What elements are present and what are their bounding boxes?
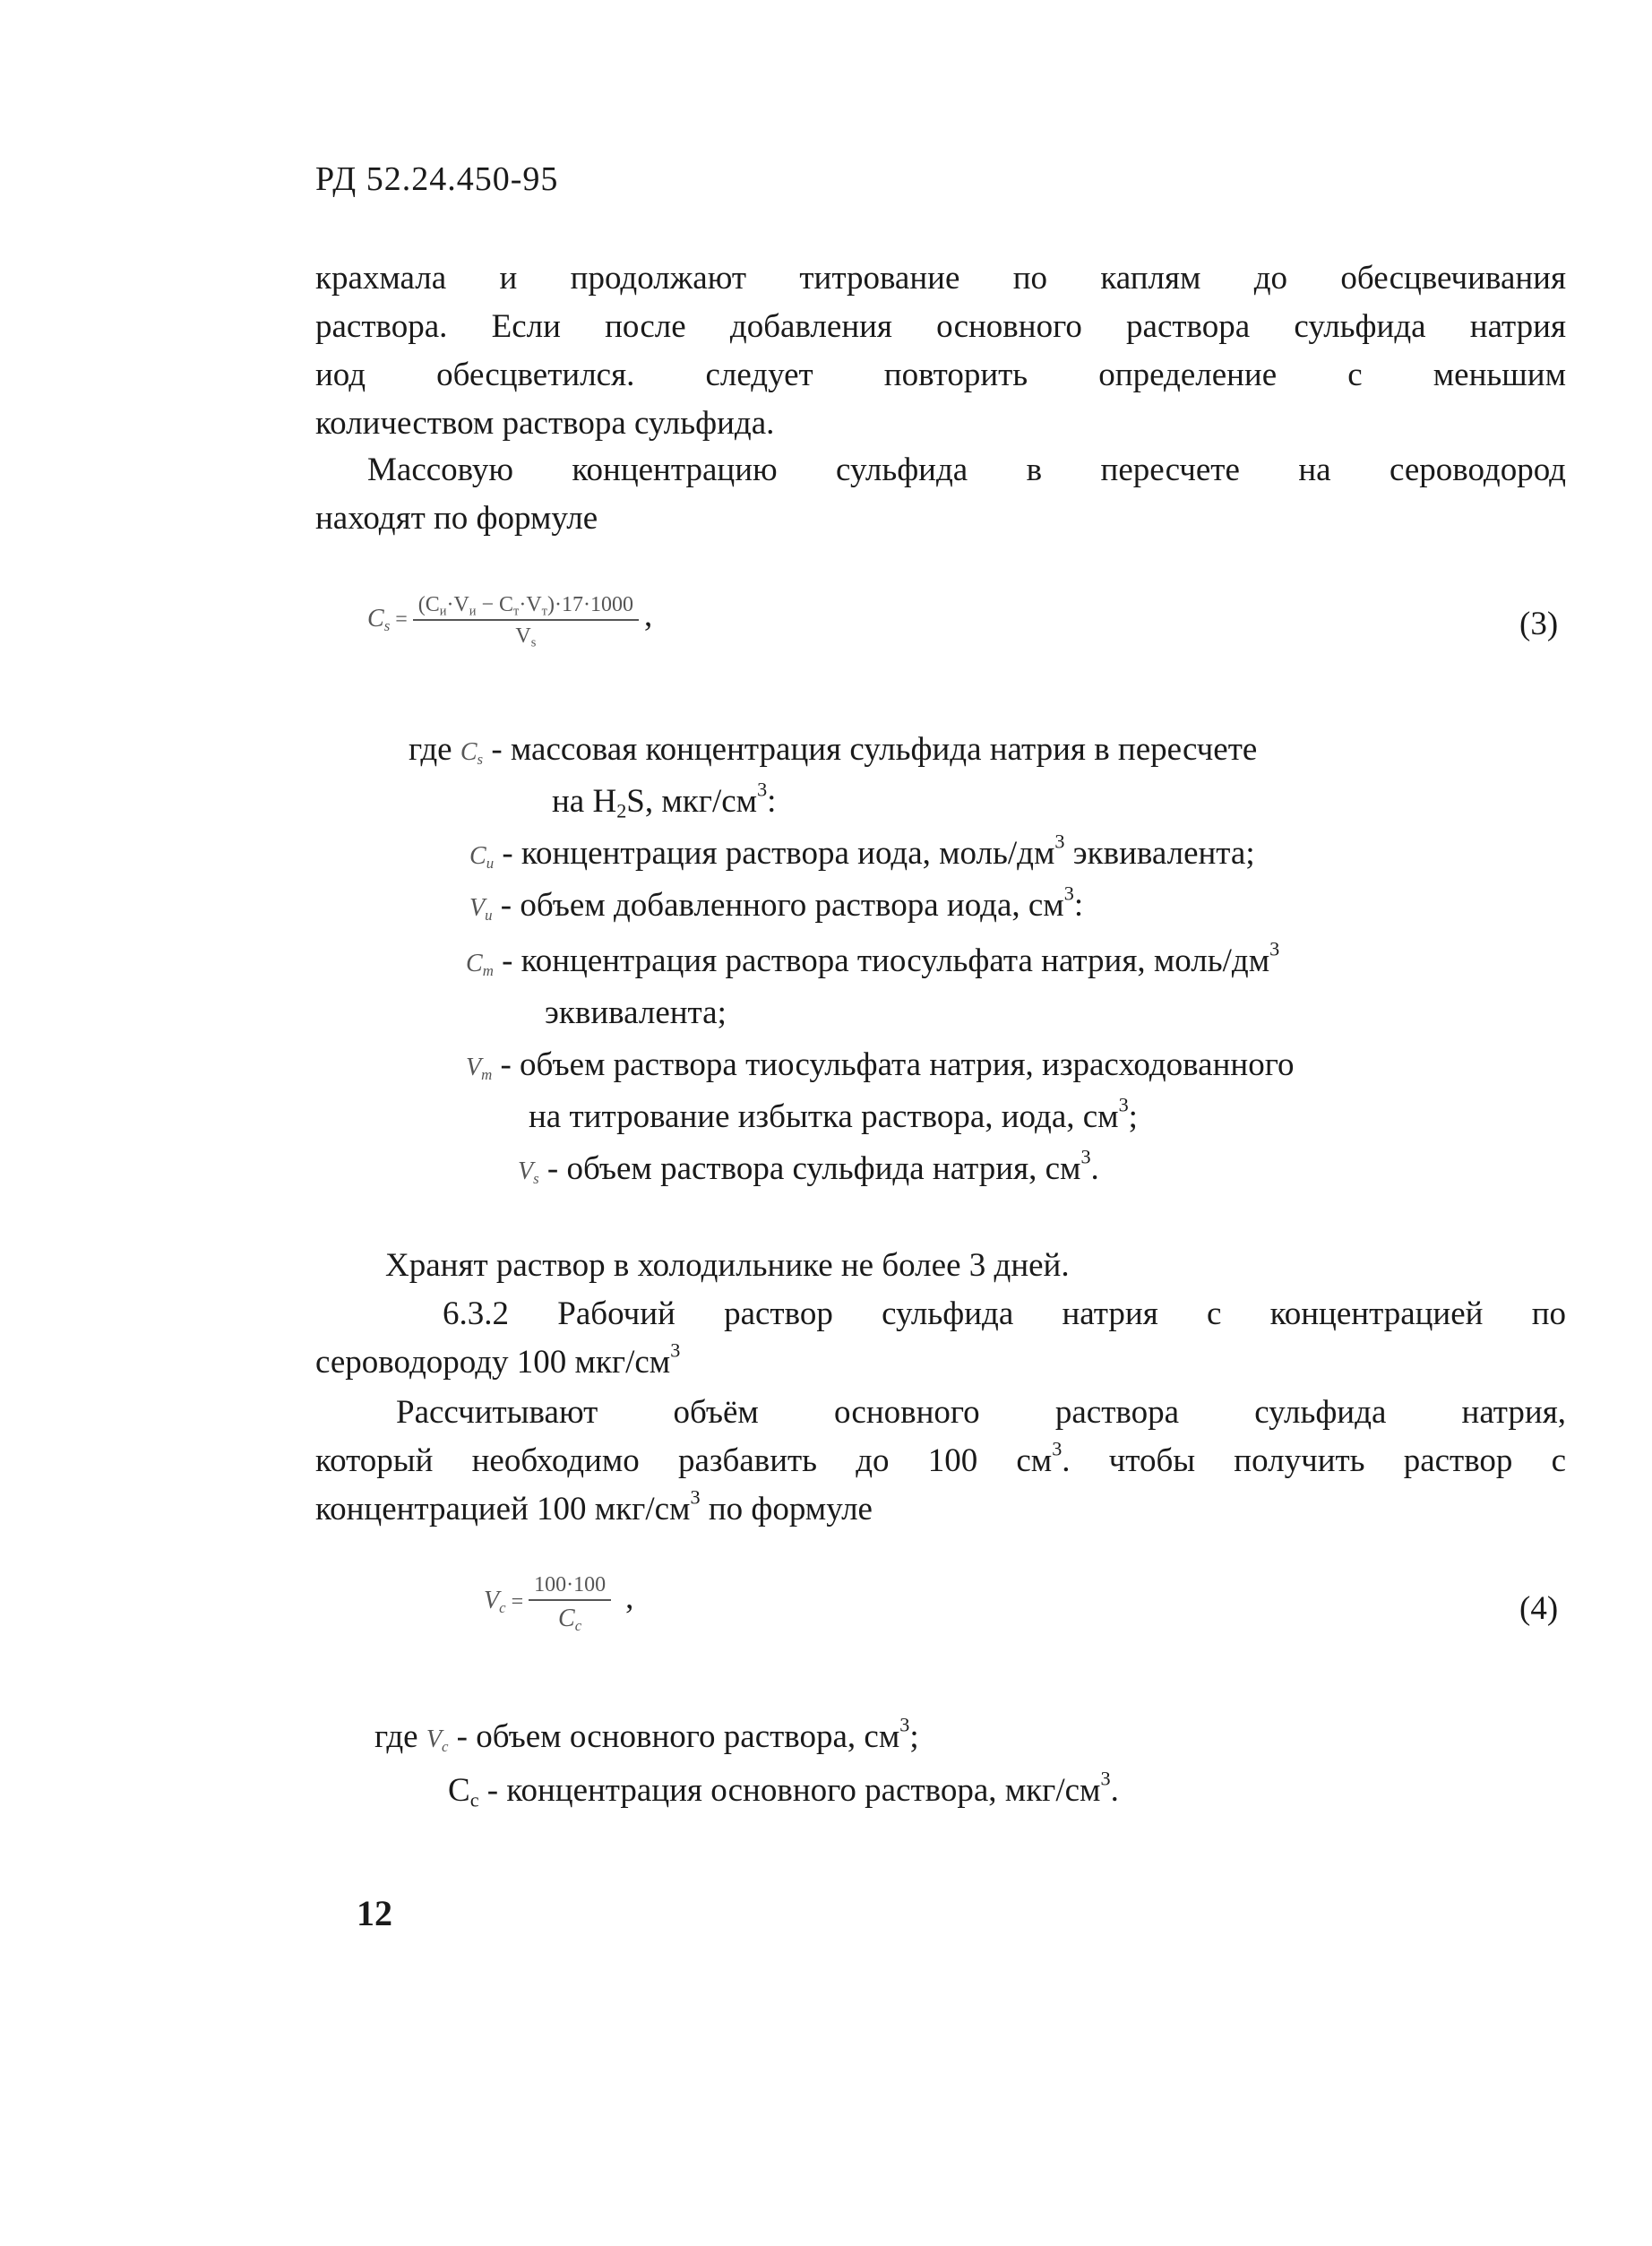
definition-ct: $C_т$ - концентрация раствора тиосульфата натрия, моль/$дм^3$	[466, 937, 1280, 980]
definition-vt: $V_т$ - объем раствора тиосульфата натрия, израсходованного	[466, 1046, 1295, 1084]
definition-cc: $C_c$ - концентрация основного раствора, мкг/$см^3$.	[448, 1767, 1119, 1811]
paragraph-titration	[315, 254, 1566, 448]
formula-lhs: $C_s$	[367, 604, 391, 634]
definition-cs: где $C_s$ - массовая концентрация сульфида натрия в пересчете	[409, 731, 1258, 769]
paragraph-formula-intro	[315, 446, 1566, 543]
equation-number-4: (4)	[1519, 1590, 1559, 1627]
text-line: количеством раствора сульфида.	[315, 405, 775, 442]
text-line: иод обесцветился. следует повторить определение с меньшим	[315, 357, 1566, 393]
definition-vi: $V_и$ - объем добавленного раствора иода, $см^3$:	[469, 882, 1084, 925]
definition-vs: $V_s$ - объем раствора сульфида натрия, $см^3$.	[518, 1145, 1099, 1188]
text-line: который необходимо разбавить до 100 $см^3$. чтобы получить раствор с	[315, 1437, 1567, 1479]
definition-vt-continued: на титрование избытка раствора, иода, $см^3$;	[529, 1093, 1138, 1135]
formula-3: $C_s$ = $\frac{(C_и\cdot V_и - C_т\cdot V_т)\cdot 17\cdot 1000}{V_s}$ ,	[367, 593, 653, 650]
definition-ci: $C_и$ - концентрация раствора иода, моль/$дм^3$ эквивалента;	[469, 830, 1255, 873]
section-heading-line: сероводороду 100 мкг/$см^3$	[315, 1338, 681, 1381]
definition-ct-units: эквивалента;	[545, 994, 727, 1031]
formula-denominator: $V_s$	[515, 624, 537, 650]
section-heading-line: 6.3.2 Рабочий раствор сульфида натрия с концентрацией по	[443, 1295, 1566, 1332]
formula-4: $V_c$ = $\frac{100\cdot 100}{C_c}$ ,	[484, 1573, 634, 1635]
definition-vc: где $V_c$ - объем основного раствора, $см^3$;	[374, 1713, 919, 1756]
text-line: Массовую концентрацию сульфида в пересчете на сероводород	[367, 452, 1566, 488]
text-line: концентрацией 100 мкг/$см^3$ по формуле	[315, 1485, 873, 1527]
text-line: находят по формуле	[315, 500, 598, 537]
formula-numerator: $(C_и\cdot V_и - C_т\cdot V_т)\cdot 17\cdot 1000$	[413, 593, 639, 621]
text-line: крахмала и продолжают титрование по каплям до обесцвечивания	[315, 260, 1566, 297]
text-line: раствора. Если после добавления основного раствора сульфида натрия	[315, 308, 1566, 345]
paragraph-working-solution	[315, 1389, 1566, 1534]
text-line: Рассчитывают объём основного раствора сульфида натрия,	[396, 1394, 1566, 1431]
formula-denominator: $C_c$	[558, 1605, 582, 1635]
formula-fraction	[529, 1573, 611, 1633]
definition-cs-units: на $H_2S$, мкг/$см^3$:	[552, 778, 777, 822]
section-6-3-2	[315, 1290, 1566, 1387]
document-code: РД 52.24.450-95	[315, 160, 559, 198]
page-number: 12	[357, 1893, 392, 1933]
formula-numerator: 100·100	[529, 1573, 611, 1601]
storage-note: Хранят раствор в холодильнике не более 3 дней.	[385, 1247, 1070, 1284]
formula-fraction	[413, 593, 639, 649]
formula-lhs: $V_c$	[484, 1587, 506, 1617]
equation-number-3: (3)	[1519, 606, 1559, 642]
